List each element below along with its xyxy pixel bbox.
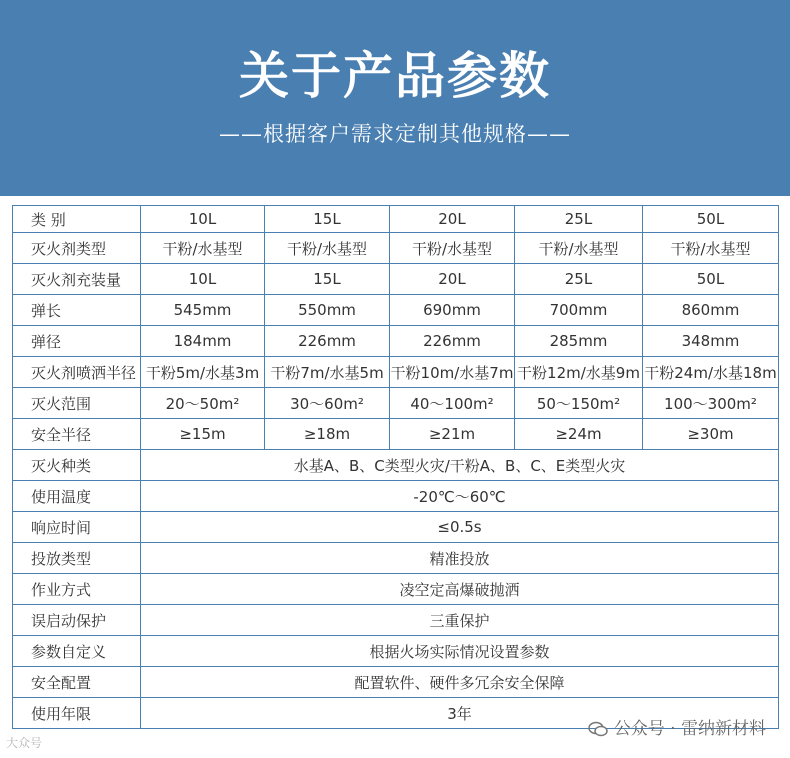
table-row (13, 512, 779, 543)
row-label: 安全半径 (13, 419, 141, 450)
table-row (13, 636, 779, 667)
table-cell: 干粉24m/水基18m (643, 357, 779, 388)
table-cell: 184mm (141, 326, 265, 357)
table-row (13, 574, 779, 605)
table-cell: 40～100m² (390, 388, 515, 419)
corner-watermark-text: 大众号 (6, 736, 43, 750)
row-label: 误启动保护 (13, 605, 141, 636)
table-cell: ≥24m (515, 419, 643, 450)
row-label: 弹径 (13, 326, 141, 357)
table-cell: 干粉12m/水基9m (515, 357, 643, 388)
merged-cell: 根据火场实际情况设置参数 (141, 636, 779, 667)
table-cell: 干粉5m/水基3m (141, 357, 265, 388)
table-cell: 100～300m² (643, 388, 779, 419)
page-subtitle: ——根据客户需求定制其他规格—— (219, 122, 571, 146)
row-label: 安全配置 (13, 667, 141, 698)
page-title: 关于产品参数 (239, 47, 551, 105)
table-cell: 690mm (390, 295, 515, 326)
table-cell: ≥18m (265, 419, 390, 450)
table-cell: 15L (265, 264, 390, 295)
table-cell: ≥21m (390, 419, 515, 450)
spec-table (12, 205, 779, 729)
row-label: 投放类型 (13, 543, 141, 574)
merged-cell: 水基A、B、C类型火灾/干粉A、B、C、E类型火灾 (141, 450, 779, 481)
corner-watermark (6, 734, 42, 751)
table-row (13, 326, 779, 357)
merged-cell: 精准投放 (141, 543, 779, 574)
table-cell: 50L (643, 264, 779, 295)
merged-cell: 三重保护 (141, 605, 779, 636)
table-row (13, 388, 779, 419)
table-cell: 干粉/水基型 (265, 233, 390, 264)
row-label: 响应时间 (13, 512, 141, 543)
table-cell: 干粉/水基型 (643, 233, 779, 264)
table-cell: ≥30m (643, 419, 779, 450)
table-cell: 285mm (515, 326, 643, 357)
spec-table-container (12, 205, 778, 729)
row-label: 类 别 (13, 206, 141, 233)
row-label: 使用温度 (13, 481, 141, 512)
row-label: 使用年限 (13, 698, 141, 729)
table-row (13, 543, 779, 574)
table-cell: 700mm (515, 295, 643, 326)
table-cell: 860mm (643, 295, 779, 326)
row-label: 灭火剂类型 (13, 233, 141, 264)
merged-cell: 3年 (141, 698, 779, 729)
table-row (13, 206, 779, 233)
table-row (13, 295, 779, 326)
table-row (13, 450, 779, 481)
table-row (13, 667, 779, 698)
table-cell: 50～150m² (515, 388, 643, 419)
table-cell: 226mm (390, 326, 515, 357)
wechat-icon (588, 721, 608, 737)
merged-cell: 配置软件、硬件多冗余安全保障 (141, 667, 779, 698)
table-cell: 干粉/水基型 (390, 233, 515, 264)
row-label: 作业方式 (13, 574, 141, 605)
row-label: 灭火剂充装量 (13, 264, 141, 295)
table-row (13, 481, 779, 512)
table-cell: 干粉10m/水基7m (390, 357, 515, 388)
table-row (13, 419, 779, 450)
wechat-watermark (588, 714, 766, 739)
table-cell: 550mm (265, 295, 390, 326)
table-row (13, 233, 779, 264)
row-label: 灭火剂喷洒半径 (13, 357, 141, 388)
table-row (13, 264, 779, 295)
table-cell: 10L (141, 264, 265, 295)
merged-cell: -20℃～60℃ (141, 481, 779, 512)
table-cell: 20L (390, 206, 515, 233)
table-row (13, 605, 779, 636)
table-row (13, 357, 779, 388)
row-label: 灭火种类 (13, 450, 141, 481)
table-cell: 30～60m² (265, 388, 390, 419)
table-cell: 10L (141, 206, 265, 233)
table-cell: 15L (265, 206, 390, 233)
header-banner (0, 0, 790, 196)
table-cell: 20L (390, 264, 515, 295)
table-cell: 干粉7m/水基5m (265, 357, 390, 388)
row-label: 参数自定义 (13, 636, 141, 667)
row-label: 灭火范围 (13, 388, 141, 419)
table-cell: 25L (515, 264, 643, 295)
table-cell: 干粉/水基型 (515, 233, 643, 264)
table-cell: ≥15m (141, 419, 265, 450)
table-cell: 226mm (265, 326, 390, 357)
table-cell: 干粉/水基型 (141, 233, 265, 264)
table-cell: 25L (515, 206, 643, 233)
watermark-text: 公众号 · 雷纳新材料 (613, 719, 766, 739)
table-cell: 20～50m² (141, 388, 265, 419)
merged-cell: 凌空定高爆破抛洒 (141, 574, 779, 605)
table-cell: 50L (643, 206, 779, 233)
table-cell: 348mm (643, 326, 779, 357)
row-label: 弹长 (13, 295, 141, 326)
merged-cell: ≤0.5s (141, 512, 779, 543)
table-cell: 545mm (141, 295, 265, 326)
